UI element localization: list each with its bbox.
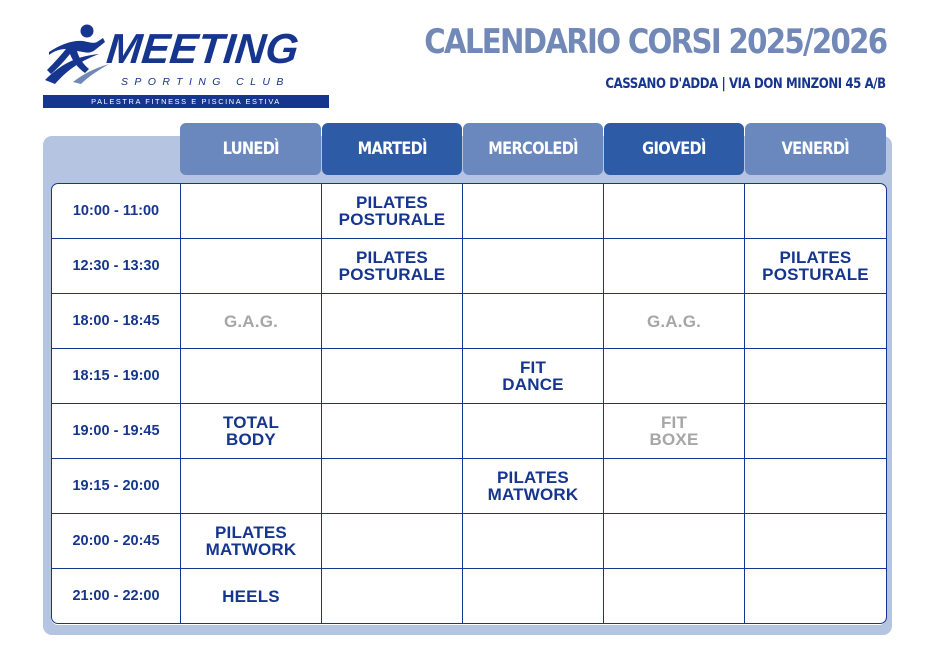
schedule-cell-giovedi	[603, 348, 745, 404]
course-name: FIT BOXE	[649, 413, 699, 449]
schedule-cell-martedi	[321, 568, 463, 624]
schedule-cell-lunedi	[180, 458, 322, 514]
schedule-cell-mercoledi	[462, 348, 604, 404]
time-slot: 19:00 - 19:45	[51, 403, 181, 459]
day-label: GIOVEDÌ	[642, 139, 706, 159]
course-name: HEELS	[222, 586, 280, 606]
day-header-giovedi	[604, 123, 744, 175]
schedule-cell-giovedi	[603, 403, 745, 459]
page-title: CALENDARIO CORSI 2025/2026	[423, 22, 886, 62]
schedule-cell-martedi	[321, 403, 463, 459]
schedule-cell-venerdi	[744, 238, 887, 294]
logo-wordmark: MEETING	[104, 25, 301, 72]
course-name: PILATES POSTURALE	[762, 248, 869, 284]
schedule-cell-mercoledi	[462, 458, 604, 514]
day-label: LUNEDÌ	[222, 139, 279, 159]
schedule-cell-martedi	[321, 513, 463, 569]
schedule-cell-venerdi	[744, 403, 887, 459]
runner-icon	[43, 22, 113, 86]
schedule-cell-venerdi	[744, 458, 887, 514]
course-name: PILATES MATWORK	[205, 523, 297, 559]
schedule-cell-mercoledi	[462, 293, 604, 349]
time-slot: 18:15 - 19:00	[51, 348, 181, 404]
schedule-cell-martedi	[321, 183, 463, 239]
schedule-cell-venerdi	[744, 513, 887, 569]
schedule-cell-lunedi	[180, 513, 322, 569]
time-slot: 10:00 - 11:00	[51, 183, 181, 239]
schedule-cell-lunedi	[180, 348, 322, 404]
course-name: PILATES MATWORK	[487, 468, 579, 504]
schedule-cell-mercoledi	[462, 568, 604, 624]
course-name: FIT DANCE	[502, 358, 564, 394]
schedule-cell-mercoledi	[462, 403, 604, 459]
schedule-cell-giovedi	[603, 293, 745, 349]
club-logo	[43, 22, 331, 108]
schedule-cell-martedi	[321, 238, 463, 294]
schedule-cell-giovedi	[603, 513, 745, 569]
day-header-venerdi	[745, 123, 886, 175]
time-slot: 20:00 - 20:45	[51, 513, 181, 569]
day-label: MARTEDÌ	[357, 139, 427, 159]
schedule-cell-martedi	[321, 348, 463, 404]
day-label: VENERDÌ	[781, 139, 850, 159]
schedule-cell-giovedi	[603, 183, 745, 239]
schedule-cell-lunedi	[180, 183, 322, 239]
course-name: PILATES POSTURALE	[338, 193, 446, 229]
time-slot: 12:30 - 13:30	[51, 238, 181, 294]
day-header-lunedi	[180, 123, 321, 175]
day-header-mercoledi	[463, 123, 603, 175]
time-slot: 18:00 - 18:45	[51, 293, 181, 349]
course-name: G.A.G.	[223, 311, 279, 331]
schedule-cell-mercoledi	[462, 238, 604, 294]
schedule-cell-mercoledi	[462, 183, 604, 239]
schedule-cell-martedi	[321, 458, 463, 514]
schedule-cell-venerdi	[744, 293, 887, 349]
course-name: TOTAL BODY	[222, 413, 280, 449]
schedule-cell-venerdi	[744, 183, 887, 239]
day-label: MERCOLEDÌ	[488, 139, 578, 159]
course-name: PILATES POSTURALE	[338, 248, 446, 284]
day-header-martedi	[322, 123, 462, 175]
logo-tagline: PALESTRA FITNESS E PISCINA ESTIVA	[43, 95, 329, 108]
schedule-cell-giovedi	[603, 568, 745, 624]
time-slot: 19:15 - 20:00	[51, 458, 181, 514]
schedule-cell-lunedi	[180, 238, 322, 294]
schedule-cell-venerdi	[744, 348, 887, 404]
logo-subtitle: SPORTING CLUB	[121, 76, 290, 88]
schedule-cell-mercoledi	[462, 513, 604, 569]
schedule-cell-lunedi	[180, 403, 322, 459]
schedule-cell-giovedi	[603, 238, 745, 294]
schedule-cell-giovedi	[603, 458, 745, 514]
course-name: G.A.G.	[646, 311, 702, 331]
schedule-cell-lunedi	[180, 293, 322, 349]
address-line: CASSANO D'ADDA | VIA DON MINZONI 45 A/B	[605, 76, 886, 92]
schedule-cell-martedi	[321, 293, 463, 349]
time-slot: 21:00 - 22:00	[51, 568, 181, 624]
schedule-cell-venerdi	[744, 568, 887, 624]
schedule-cell-lunedi	[180, 568, 322, 624]
